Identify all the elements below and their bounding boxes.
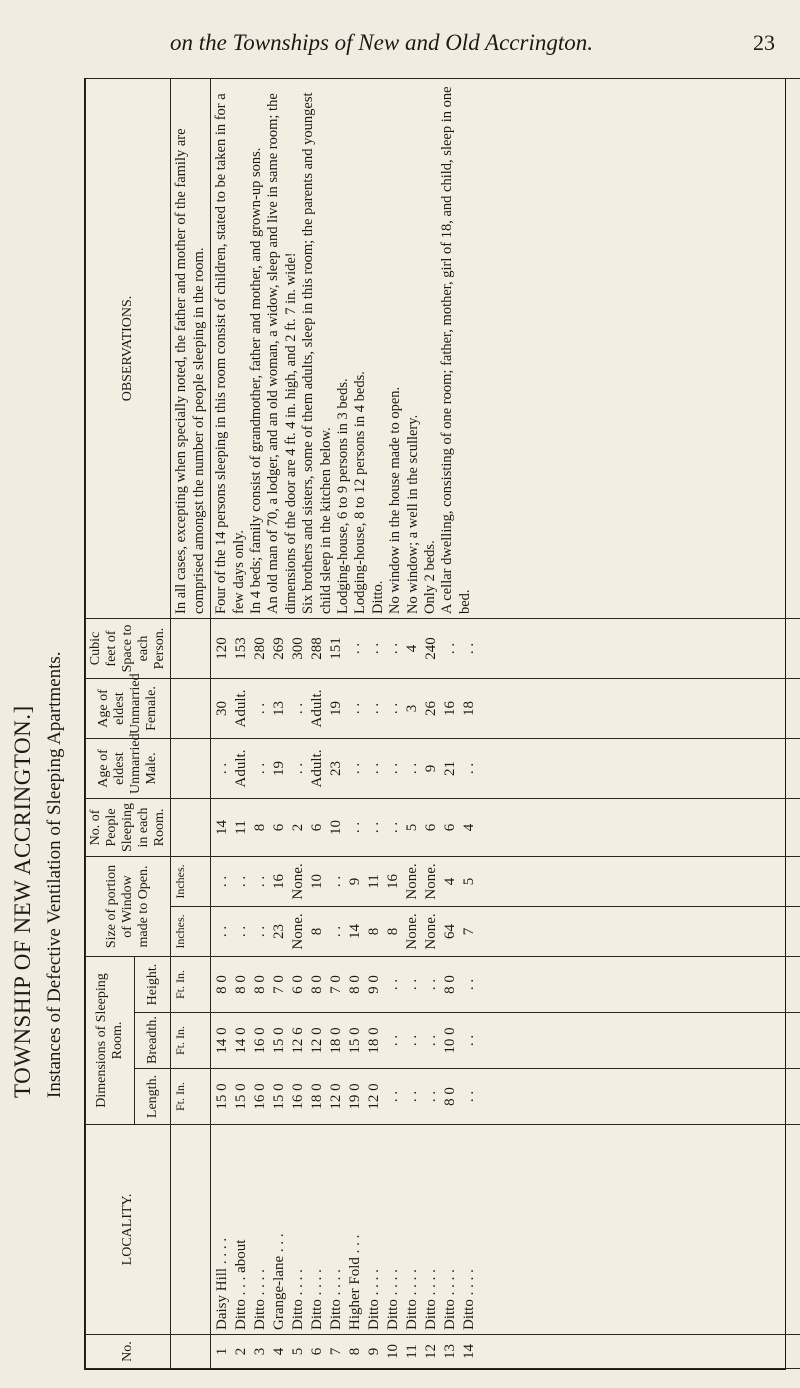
row-breadth: 18 0 xyxy=(366,1027,383,1054)
row-no: 7 xyxy=(328,1347,345,1356)
row-window-2: 16 xyxy=(385,874,402,889)
numbers-column xyxy=(211,1335,800,1369)
row-male: . . xyxy=(290,762,307,775)
row-people: 4 xyxy=(461,823,478,832)
row-cubic: . . xyxy=(385,642,402,655)
row-female: 26 xyxy=(423,701,440,716)
row-height: . . xyxy=(461,978,478,991)
row-female: Adult. xyxy=(309,689,326,728)
row-locality: Ditto . . . about xyxy=(233,1239,250,1330)
row-window-2: 16 xyxy=(271,874,288,889)
ventilation-table xyxy=(85,78,800,1369)
row-people: 11 xyxy=(233,820,250,835)
col-no: No. xyxy=(86,1335,171,1369)
row-people: . . xyxy=(385,821,402,834)
row-height: . . xyxy=(423,978,440,991)
row-male: 19 xyxy=(271,761,288,776)
col-window: Size of portion of Window made to Open. xyxy=(86,857,171,957)
row-locality: Grange-lane . . . xyxy=(271,1233,288,1330)
row-window-2: None. xyxy=(290,863,307,900)
row-height: 9 0 xyxy=(366,975,383,994)
row-female: . . xyxy=(290,702,307,715)
row-observation: Only 2 beds. xyxy=(421,540,438,614)
row-female: 18 xyxy=(461,701,478,716)
row-people: 10 xyxy=(328,820,345,835)
row-locality: Ditto . . . . xyxy=(328,1269,345,1330)
row-female: 16 xyxy=(442,701,459,716)
row-no: 3 xyxy=(252,1347,269,1356)
unit-ft-in: Ft. In. xyxy=(171,1013,211,1069)
row-length: 15 0 xyxy=(233,1083,250,1110)
row-length: . . xyxy=(404,1090,421,1103)
running-title: on the Townships of New and Old Accrington. xyxy=(170,30,593,55)
row-height: 8 0 xyxy=(309,975,326,994)
row-window-2: . . xyxy=(328,875,345,888)
intro-observation: In all cases, excepting when specially noted, the father and mother of the family are comprised amongst the number of people sleeping in the room. xyxy=(171,79,211,619)
unit-ft-in: Ft. In. xyxy=(171,957,211,1013)
row-height: 6 0 xyxy=(290,975,307,994)
unit-ft-in: Ft. In. xyxy=(171,1069,211,1125)
table-subheading: Instances of Defective Ventilation of Sleeping Apartments. xyxy=(44,651,65,1098)
row-people: 6 xyxy=(309,823,326,832)
row-no: 6 xyxy=(309,1347,326,1356)
row-no: 13 xyxy=(442,1344,459,1359)
row-height: 8 0 xyxy=(214,975,231,994)
row-length: 15 0 xyxy=(271,1083,288,1110)
row-window-1: 64 xyxy=(442,924,459,939)
row-cubic: 269 xyxy=(271,637,288,660)
row-height: 7 0 xyxy=(328,975,345,994)
row-cubic: . . xyxy=(347,642,364,655)
row-male: Adult. xyxy=(309,749,326,788)
row-observation: Ditto. xyxy=(369,580,386,614)
row-male: . . xyxy=(347,762,364,775)
row-window-1: 14 xyxy=(347,924,364,939)
row-window-1: . . xyxy=(328,925,345,938)
row-male: Adult. xyxy=(233,749,250,788)
row-cubic: 288 xyxy=(309,637,326,660)
row-male: . . xyxy=(461,762,478,775)
row-people: . . xyxy=(366,821,383,834)
row-window-1: None. xyxy=(423,913,440,950)
row-cubic: . . xyxy=(442,642,459,655)
length-column xyxy=(211,1069,800,1125)
row-locality: Ditto . . . . xyxy=(385,1269,402,1330)
row-breadth: 14 0 xyxy=(233,1027,250,1054)
row-people: 8 xyxy=(252,823,269,832)
row-female: 3 xyxy=(404,704,421,713)
row-window-1: 8 xyxy=(385,927,402,936)
col-female: Age of eldest Unmarried Female. xyxy=(86,679,171,739)
row-length: . . xyxy=(461,1090,478,1103)
row-locality: Ditto . . . . xyxy=(309,1269,326,1330)
row-length: . . xyxy=(423,1090,440,1103)
row-breadth: 15 0 xyxy=(271,1027,288,1054)
row-observation: No window; a well in the scullery. xyxy=(404,414,421,614)
row-observation: Four of the 14 persons sleeping in this room consist of children, stated to be taken in for a few days only. xyxy=(213,93,247,614)
row-no: 10 xyxy=(385,1344,402,1359)
row-length: 8 0 xyxy=(442,1087,459,1106)
col-height: Height. xyxy=(134,957,171,1013)
row-female: . . xyxy=(347,702,364,715)
row-no: 4 xyxy=(271,1347,288,1356)
row-female: 13 xyxy=(271,701,288,716)
female-column xyxy=(211,679,800,739)
row-window-2: 9 xyxy=(347,877,364,886)
row-cubic: 151 xyxy=(328,637,345,660)
row-breadth: 12 0 xyxy=(309,1027,326,1054)
row-people: 14 xyxy=(214,820,231,835)
row-no: 8 xyxy=(347,1347,364,1356)
row-no: 1 xyxy=(214,1347,231,1356)
row-window-1: 7 xyxy=(461,927,478,936)
row-female: 30 xyxy=(214,701,231,716)
row-cubic: . . xyxy=(366,642,383,655)
row-observation: Six brothers and sisters, some of them adults, sleep in this room; the parents and youngest child sleep in the kitchen below. xyxy=(300,92,334,614)
row-observation: Lodging-house, 8 to 12 persons in 4 beds. xyxy=(352,371,369,614)
row-window-1: None. xyxy=(290,913,307,950)
window-column-1 xyxy=(211,907,800,957)
row-breadth: 16 0 xyxy=(252,1027,269,1054)
row-no: 12 xyxy=(423,1344,440,1359)
row-no: 11 xyxy=(404,1344,421,1359)
col-dimensions: Dimensions of Sleeping Room. xyxy=(86,957,135,1125)
row-breadth: . . xyxy=(423,1034,440,1047)
unit-inches: Inches. xyxy=(171,857,211,907)
row-length: 12 0 xyxy=(328,1083,345,1110)
col-people: No. of People Sleeping in each Room. xyxy=(86,799,171,857)
row-window-2: . . xyxy=(233,875,250,888)
row-locality: Ditto . . . . xyxy=(461,1269,478,1330)
row-locality: Ditto . . . . xyxy=(290,1269,307,1330)
row-cubic: 153 xyxy=(233,637,250,660)
row-height: . . xyxy=(385,978,402,991)
row-length: 15 0 xyxy=(214,1083,231,1110)
row-window-1: . . xyxy=(233,925,250,938)
row-locality: Ditto . . . . xyxy=(442,1269,459,1330)
row-locality: Ditto . . . . xyxy=(252,1269,269,1330)
row-no: 2 xyxy=(233,1347,250,1356)
row-breadth: 15 0 xyxy=(347,1027,364,1054)
row-cubic: . . xyxy=(461,642,478,655)
row-length: 12 0 xyxy=(366,1083,383,1110)
page-header xyxy=(40,14,785,62)
row-people: 6 xyxy=(423,823,440,832)
row-no: 14 xyxy=(461,1344,478,1359)
row-cubic: 240 xyxy=(423,637,440,660)
row-window-1: . . xyxy=(214,925,231,938)
observations-column xyxy=(211,79,800,619)
row-window-2: 5 xyxy=(461,877,478,886)
row-height: . . xyxy=(404,978,421,991)
row-window-1: 23 xyxy=(271,924,288,939)
row-female: . . xyxy=(366,702,383,715)
row-length: 16 0 xyxy=(290,1083,307,1110)
row-window-1: . . xyxy=(252,925,269,938)
row-height: 8 0 xyxy=(252,975,269,994)
row-length: 18 0 xyxy=(309,1083,326,1110)
row-male: 21 xyxy=(442,761,459,776)
row-female: . . xyxy=(252,702,269,715)
table-heading: TOWNSHIP OF NEW ACCRINGTON.] xyxy=(10,705,35,1098)
row-locality: Ditto . . . . xyxy=(404,1269,421,1330)
row-breadth: . . xyxy=(385,1034,402,1047)
row-cubic: 280 xyxy=(252,637,269,660)
row-window-1: None. xyxy=(404,913,421,950)
row-observation: An old man of 70, a lodger, and an old woman, a widow, sleep and live in same room; the dimensions of the door are 4 ft. 4 in. high, and 2 ft. 7 in. wide! xyxy=(265,93,299,614)
row-breadth: . . xyxy=(461,1034,478,1047)
row-height: 7 0 xyxy=(271,975,288,994)
row-window-2: 4 xyxy=(442,877,459,886)
row-female: . . xyxy=(385,702,402,715)
col-breadth: Breadth. xyxy=(134,1013,171,1069)
row-male: . . xyxy=(252,762,269,775)
row-locality: Ditto . . . . xyxy=(366,1269,383,1330)
row-observation: A cellar dwelling, consisting of one room; father, mother, girl of 18, and child, sleep in one bed. xyxy=(439,86,473,614)
row-height: 8 0 xyxy=(233,975,250,994)
row-window-2: None. xyxy=(423,863,440,900)
row-people: 2 xyxy=(290,823,307,832)
row-male: . . xyxy=(214,762,231,775)
row-male: . . xyxy=(385,762,402,775)
unit-inches: Inches. xyxy=(171,907,211,957)
row-people: . . xyxy=(347,821,364,834)
row-window-2: . . xyxy=(252,875,269,888)
row-no: 5 xyxy=(290,1347,307,1356)
row-locality: Higher Fold . . . xyxy=(347,1234,364,1330)
row-locality: Ditto . . . . xyxy=(423,1269,440,1330)
row-window-1: 8 xyxy=(309,927,326,936)
col-locality: LOCALITY. xyxy=(86,1125,171,1335)
row-breadth: 14 0 xyxy=(214,1027,231,1054)
row-window-2: 10 xyxy=(309,874,326,889)
row-male: . . xyxy=(404,762,421,775)
locality-column xyxy=(211,1125,800,1335)
row-observation: In 4 beds; family consist of grandmother, father and mother, and grown-up sons. xyxy=(248,147,265,614)
row-people: 6 xyxy=(271,823,288,832)
row-window-2: 11 xyxy=(366,874,383,889)
height-column xyxy=(211,957,800,1013)
ventilation-table-frame xyxy=(84,78,786,1370)
row-height: 8 0 xyxy=(442,975,459,994)
col-length: Length. xyxy=(134,1069,171,1125)
people-column xyxy=(211,799,800,857)
window-column-2 xyxy=(211,857,800,907)
row-length: 16 0 xyxy=(252,1083,269,1110)
row-height: 8 0 xyxy=(347,975,364,994)
row-window-2: None. xyxy=(404,863,421,900)
col-cubic: Cubic feet of Space to each Person. xyxy=(86,619,171,679)
row-male: . . xyxy=(366,762,383,775)
row-observation: Lodging-house, 6 to 9 persons in 3 beds. xyxy=(334,378,351,614)
row-male: 9 xyxy=(423,764,440,773)
row-male: 23 xyxy=(328,761,345,776)
col-male: Age of eldest Unmarried Male. xyxy=(86,739,171,799)
row-no: 9 xyxy=(366,1347,383,1356)
cubic-column xyxy=(211,619,800,679)
row-cubic: 300 xyxy=(290,637,307,660)
page-number: 23 xyxy=(753,30,775,55)
row-locality: Daisy Hill . . . . xyxy=(214,1237,231,1330)
row-female: Adult. xyxy=(233,689,250,728)
row-length: 19 0 xyxy=(347,1083,364,1110)
row-cubic: 4 xyxy=(404,644,421,653)
row-breadth: 10 0 xyxy=(442,1027,459,1054)
table-body-columns xyxy=(211,79,800,1369)
row-breadth: 18 0 xyxy=(328,1027,345,1054)
col-observations: OBSERVATIONS. xyxy=(86,79,171,619)
row-female: 19 xyxy=(328,701,345,716)
row-window-2: . . xyxy=(214,875,231,888)
row-window-1: 8 xyxy=(366,927,383,936)
male-column xyxy=(211,739,800,799)
row-observation: No window in the house made to open. xyxy=(387,386,404,614)
row-cubic: 120 xyxy=(214,637,231,660)
breadth-column xyxy=(211,1013,800,1069)
row-breadth: 12 6 xyxy=(290,1027,307,1054)
row-length: . . xyxy=(385,1090,402,1103)
row-people: 5 xyxy=(404,823,421,832)
row-breadth: . . xyxy=(404,1034,421,1047)
row-people: 6 xyxy=(442,823,459,832)
